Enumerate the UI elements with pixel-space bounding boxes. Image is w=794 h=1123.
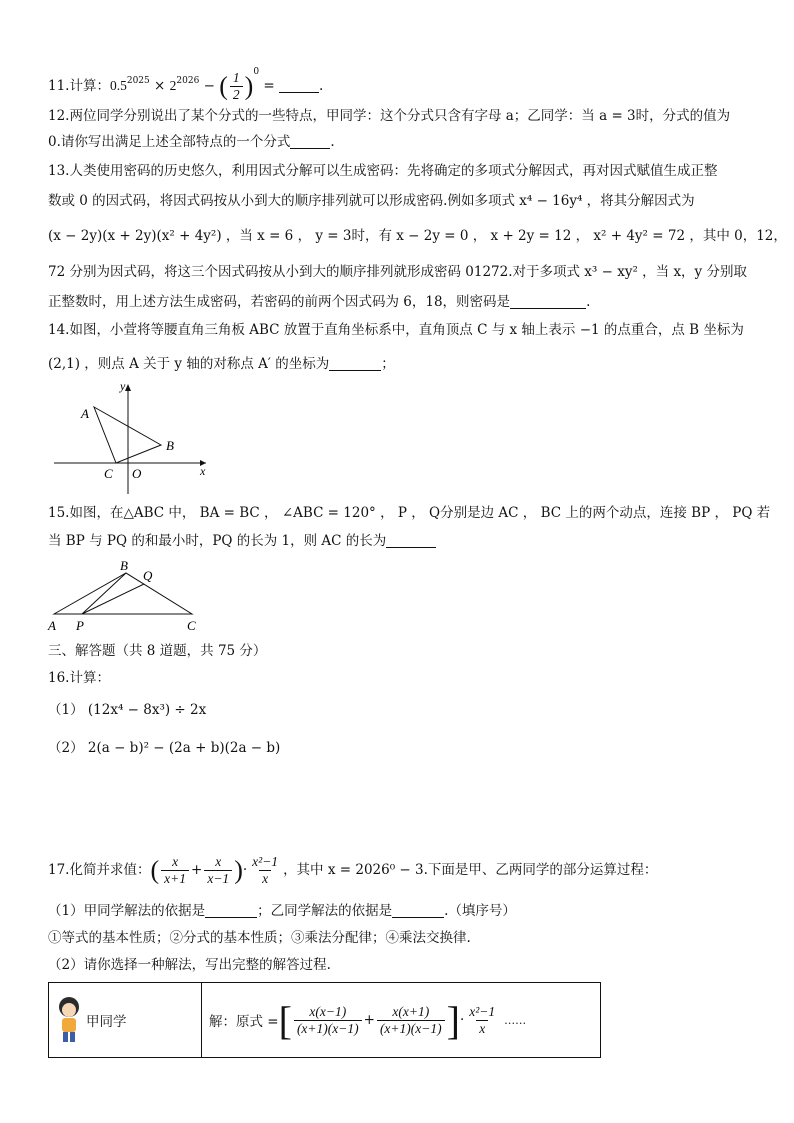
y-axis-label: y <box>120 379 126 393</box>
q15-triangle-figure <box>46 556 206 634</box>
point-c-label: C <box>104 466 113 481</box>
q11-answer-blank <box>279 78 319 93</box>
q13-line4: 72 分别为因式码，将这三个因式码按从小到大的顺序排列就形成密码 01272.对于多项式 x³ − xy² ，当 x，y 分别取 <box>48 264 747 280</box>
triangle-abc <box>54 573 192 614</box>
q17-options: ①等式的基本性质；②分式的基本性质；③乘法分配律；④乘法交换律. <box>48 930 471 946</box>
q12-answer-blank <box>290 134 330 149</box>
q17-question-1: （1）甲同学解法的依据是 ；乙同学解法的依据是 .（填序号） <box>48 903 516 919</box>
segment-pq <box>82 584 144 614</box>
point-b-label: B <box>120 558 128 573</box>
point-a-label: A <box>48 618 56 633</box>
y-axis-arrow <box>125 384 131 391</box>
q17-line1: 17.化简并求值：( $\frac{x}{x+1}$ + $\frac{x}{x-1}$ )· $\frac{\text{x²−1}}{x}$ ，其中 x = 2026⁰ − 3.下面是甲、乙两同学的部分运算过程： <box>48 854 658 886</box>
point-a-label: A <box>81 406 89 421</box>
q12-line2: 0.请你写出满足上述全部特点的一个分式 . <box>48 134 335 150</box>
student-name: 甲同学 <box>86 1014 127 1030</box>
q11-line: 11.计算：$0.5^{2025} \times 2^{2026}$ − ( $\frac{1}{2}$ )$^0$ = . <box>48 67 324 102</box>
origin-label: O <box>132 466 142 481</box>
x-axis-label: x <box>200 464 206 478</box>
point-q-label: Q <box>143 568 153 583</box>
q17-blank-1 <box>205 903 257 918</box>
student-cell <box>49 983 202 1058</box>
q13-line3: (x − 2y)(x + 2y)(x² + 4y²) ，当 x = 6 ， y = 3时，有 x − 2y = 0 ， x + 2y = 12 ， x² + 4y² = 72 ，其中 0，12， <box>48 228 787 244</box>
q14-coordinate-figure <box>48 378 218 498</box>
q16-title: 16.计算： <box>48 670 110 686</box>
q13-answer-blank <box>510 294 586 309</box>
q11-label: 11.计算： <box>48 78 110 94</box>
q13-line2: 数或 0 的因式码，将因式码按从小到大的顺序排列就可以形成密码.例如多项式 x⁴ − 16y⁴ ，将其分解因式为 <box>48 193 695 209</box>
q15-answer-blank <box>386 533 436 548</box>
q17-question-2: （2）请你选择一种解法，写出完整的解答过程. <box>48 957 331 973</box>
segment-bp <box>82 573 126 614</box>
q16-part2: （2） 2(a − b)² − (2a + b)(2a − b) <box>48 740 281 756</box>
q14-answer-blank <box>329 356 381 371</box>
point-c-label: C <box>187 618 196 633</box>
point-b-label: B <box>166 438 174 453</box>
q14-line1: 14.如图，小萱将等腰直角三角板 ABC 放置于直角坐标系中，直角顶点 C 与 x 轴上表示 −1 的点重合，点 B 坐标为 <box>48 322 744 338</box>
section-3-heading: 三、解答题（共 8 道题，共 75 分） <box>48 643 267 659</box>
student-avatar-icon <box>56 995 82 1045</box>
table-row <box>49 983 601 1058</box>
q14-line2: (2,1) ，则点 A 关于 y 轴的对称点 A′ 的坐标为 ； <box>48 356 395 372</box>
q17-blank-2 <box>392 903 444 918</box>
q13-line5: 正整数时，用上述方法生成密码，若密码的前两个因式码为 6，18，则密码是 . <box>48 294 591 310</box>
q11-fraction: $\frac{1}{2}$ <box>230 70 243 103</box>
q13-line1: 13.人类使用密码的历史悠久，利用因式分解可以生成密码：先将确定的多项式分解因式，再对因式赋值生成正整 <box>48 163 718 179</box>
point-p-label: P <box>76 618 84 633</box>
solution-cell: 解：原式 = [ $\frac{x(x-1)}{(x+1)(x-1)}$ + $\frac{x(x+1)}{(x+1)(x-1)}$ ] · $\frac{\text{x²−1}}{x}$ …… <box>202 983 601 1058</box>
q17-solution-table <box>48 982 601 1058</box>
q15-line1: 15.如图，在△ABC 中， BA = BC ， ∠ABC = 120° ， P ， Q分别是边 AC ， BC 上的两个动点，连接 BP ， PQ 若 <box>48 505 771 521</box>
q16-part1: （1） (12x⁴ − 8x³) ÷ 2x <box>48 702 207 718</box>
q12-line1: 12.两位同学分别说出了某个分式的一些特点，甲同学：这个分式只含有字母 a；乙同学：当 a = 3时，分式的值为 <box>48 108 731 124</box>
q15-line2: 当 BP 与 PQ 的和最小时，PQ 的长为 1，则 AC 的长为 <box>48 531 436 551</box>
